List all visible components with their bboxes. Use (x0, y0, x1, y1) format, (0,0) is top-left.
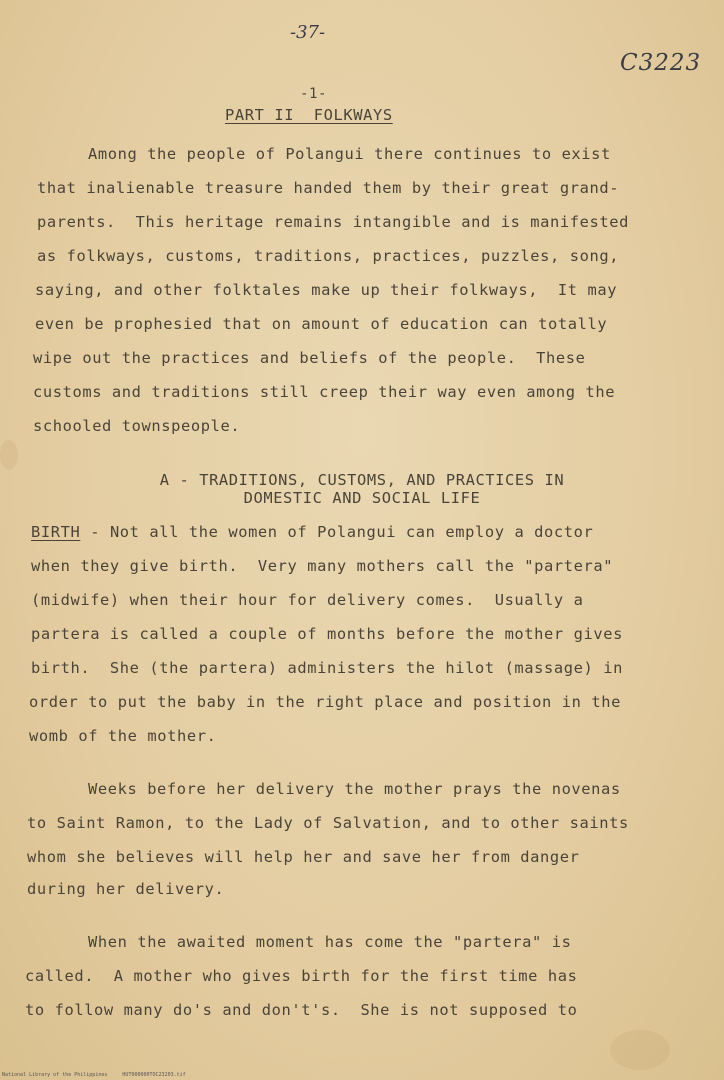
paragraph-line: customs and traditions still creep their way even among the (33, 383, 616, 401)
paragraph-line: When the awaited moment has come the "partera" is (88, 933, 572, 951)
paragraph-line: parents. This heritage remains intangible and is manifested (37, 213, 629, 231)
birth-first-line-text: - Not all the women of Polangui can employ a doctor (80, 523, 594, 541)
page-number: -37- (290, 22, 326, 43)
birth-first-line (31, 523, 593, 541)
paragraph-line: as folkways, customs, traditions, practices, puzzles, song, (37, 247, 620, 265)
paragraph-line: even be prophesied that on amount of education can totally (35, 315, 608, 333)
paragraph-line: wipe out the practices and beliefs of the people. These (33, 349, 586, 367)
paragraph-line: when they give birth. Very many mothers call the "partera" (31, 557, 614, 575)
part-heading: PART II FOLKWAYS (225, 106, 393, 124)
paragraph-line: that inalienable treasure handed them by their great grand- (37, 179, 620, 197)
paragraph-line: saying, and other folktales make up their folkways, It may (35, 281, 618, 299)
footer-file-id: HUT000000TOC23203.tif (122, 1072, 186, 1078)
paragraph-line: (midwife) when their hour for delivery comes. Usually a (31, 591, 584, 609)
paragraph-line: order to put the baby in the right place and position in the (29, 693, 621, 711)
subheading-line-1: A - TRADITIONS, CUSTOMS, AND PRACTICES IN (159, 471, 565, 489)
section-number: -1- (300, 86, 328, 102)
paper-stain (610, 1030, 670, 1070)
paragraph-line: whom she believes will help her and save her from danger (27, 848, 580, 866)
paragraph-line: to Saint Ramon, to the Lady of Salvation, and to other saints (27, 814, 629, 832)
birth-run-in-title: BIRTH (31, 523, 81, 541)
footer-library: National Library of the Philippines (2, 1072, 108, 1078)
paragraph-line: called. A mother who gives birth for the first time has (25, 967, 578, 985)
scan-footer (2, 1072, 186, 1078)
paragraph-line: birth. She (the partera) administers the hilot (massage) in (31, 659, 623, 677)
paragraph-line: Among the people of Polangui there continues to exist (88, 145, 611, 163)
catalog-mark: C3223 (620, 50, 702, 76)
paragraph-line: partera is called a couple of months before the mother gives (31, 625, 623, 643)
paragraph-line: womb of the mother. (29, 727, 217, 745)
paragraph-line: schooled townspeople. (33, 417, 241, 435)
paragraph-line: Weeks before her delivery the mother prays the novenas (88, 780, 621, 798)
paragraph-line: to follow many do's and don't's. She is not supposed to (25, 1001, 578, 1019)
subheading-line-2: DOMESTIC AND SOCIAL LIFE (243, 489, 481, 507)
paragraph-line: during her delivery. (27, 880, 225, 898)
paper-stain (0, 440, 18, 470)
